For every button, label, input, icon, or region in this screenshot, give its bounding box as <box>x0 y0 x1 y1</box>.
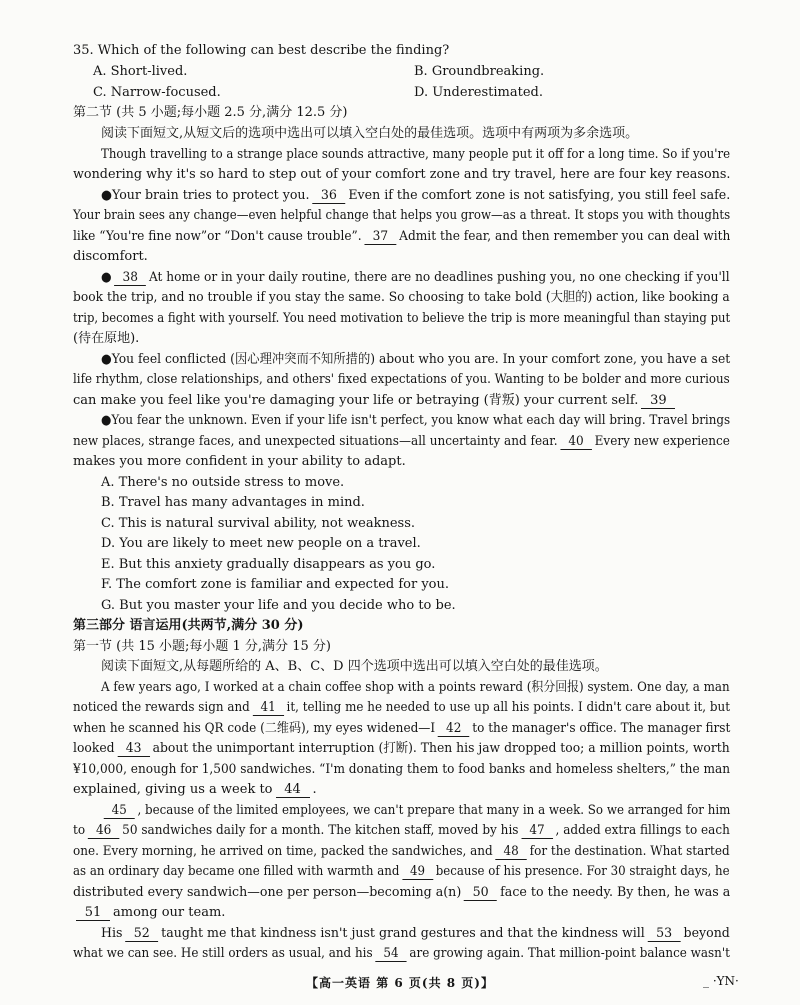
blank-47: 47 <box>521 824 553 839</box>
section2-option-c: C. This is natural survival ability, not weakness. <box>101 516 416 531</box>
passage-line: one. Every morning, he arrived on time, packed the sandwiches, and 48 for the destination. What started <box>73 844 730 859</box>
section2-instruction: 阅读下面短文,从短文后的选项中选出可以填入空白处的最佳选项。选项中有两项为多余选项。 <box>101 126 639 141</box>
passage-line: trip, becomes a fight with yourself. You need motivation to believe the trip is more meaningful than staying put <box>73 311 731 326</box>
blank-45: 45 <box>104 804 135 819</box>
q35-option-d: D. Underestimated. <box>414 85 543 100</box>
passage-line: makes you more confident in your ability to adapt. <box>73 454 406 469</box>
passage-line: ● 38 At home or in your daily routine, there are no deadlines pushing you, no one checking if you'll <box>101 270 730 285</box>
passage-line: explained, giving us a week to 44 . <box>73 782 317 797</box>
q35-option-c: C. Narrow-focused. <box>93 85 221 100</box>
q35-option-b: B. Groundbreaking. <box>414 64 545 79</box>
footer-code: _ ·YN· <box>703 974 739 988</box>
section2-option-d: D. You are likely to meet new people on a travel. <box>101 536 421 551</box>
blank-54: 54 <box>375 947 406 962</box>
passage-line: looked 43 about the unimportant interruption (打断). Then his jaw dropped too; a million points, worth <box>73 741 730 756</box>
blank-41: 41 <box>253 701 284 716</box>
passage-line: Your brain sees any change—even helpful change that helps you grow—as a threat. It stops you with thoughts <box>73 208 731 223</box>
blank-44: 44 <box>276 783 310 798</box>
blank-40: 40 <box>560 435 592 450</box>
passage-line: distributed every sandwich—one per person—becoming a(n) 50 face to the needy. By then, he was a <box>73 885 731 900</box>
passage-line: new places, strange faces, and unexpected situations—all uncertainty and fear. 40 Every new experience <box>73 434 730 449</box>
passage-line: what we can see. He still orders as usual, and his 54 are growing again. That million-point balance wasn't <box>73 946 730 961</box>
passage-line: (待在原地). <box>73 331 140 346</box>
blank-52: 52 <box>125 927 158 942</box>
section2-option-a: A. There's no outside stress to move. <box>101 475 345 490</box>
blank-51: 51 <box>76 906 110 921</box>
blank-48: 48 <box>495 845 526 860</box>
section2-option-f: F. The comfort zone is familiar and expected for you. <box>101 577 449 592</box>
passage-line: 51 among our team. <box>73 903 225 923</box>
passage-line: as an ordinary day became one filled with warmth and 49 because of his presence. For 30 straight days, he <box>73 864 730 879</box>
passage-line: to 46 50 sandwiches daily for a month. The kitchen staff, moved by his 47 , added extra fillings to each <box>73 823 730 838</box>
passage-line: ●You fear the unknown. Even if your life isn't perfect, you know what each day will bring. Travel brings <box>101 413 731 428</box>
section2-option-g: G. But you master your life and you decide who to be. <box>101 598 456 613</box>
blank-43: 43 <box>117 742 149 757</box>
part3-section1-heading: 第一节 (共 15 小题;每小题 1 分,满分 15 分) <box>73 639 331 654</box>
passage-line: A few years ago, I worked at a chain coffee shop with a points reward (积分回报) system. One day, a man <box>101 680 730 695</box>
blank-50: 50 <box>464 886 497 901</box>
blank-42: 42 <box>438 722 470 737</box>
section2-option-b: B. Travel has many advantages in mind. <box>101 495 365 510</box>
passage-line: wondering why it's so hard to step out of your comfort zone and try travel, here are four key reasons. <box>73 167 731 182</box>
passage-line: like “You're fine now”or “Don't cause trouble”. 37 Admit the fear, and then remember you can deal with <box>73 229 731 244</box>
passage-line: His 52 taught me that kindness isn't just grand gestures and that the kindness will 53 beyond <box>101 926 730 941</box>
passage-line: ¥10,000, enough for 1,500 sandwiches. “I'm donating them to food banks and homeless shelters,” the man <box>73 762 731 777</box>
blank-37: 37 <box>364 230 396 245</box>
passage-line: noticed the rewards sign and 41 it, telling me he needed to use up all his points. I didn't care about it, but <box>73 700 731 715</box>
blank-39: 39 <box>641 394 675 409</box>
q35-option-a: A. Short-lived. <box>93 64 188 79</box>
blank-53: 53 <box>648 927 681 942</box>
part3-instruction: 阅读下面短文,从每题所给的 A、B、C、D 四个选项中选出可以填入空白处的最佳选项。 <box>101 659 608 674</box>
passage-line: can make you feel like you're damaging your life or betraying (背叛) your current self. 39 <box>73 391 678 411</box>
passage-line: life rhythm, close relationships, and others' fixed expectations of you. Wanting to be bolder and more curious <box>73 372 730 387</box>
passage-line: when he scanned his QR code (二维码), my eyes widened—I 42 to the manager's office. The manager first <box>73 721 731 736</box>
blank-38: 38 <box>114 271 146 286</box>
blank-46: 46 <box>88 824 120 839</box>
section2-option-e: E. But this anxiety gradually disappears as you go. <box>101 557 436 572</box>
passage-line: ●You feel conflicted (因心理冲突而不知所措的) about who you are. In your comfort zone, you have a set <box>101 352 731 367</box>
blank-49: 49 <box>402 865 433 880</box>
part3-heading: 第三部分 语言运用(共两节,满分 30 分) <box>73 618 304 633</box>
passage-line: book the trip, and no trouble if you stay the same. So choosing to take bold (大胆的) action, like booking a <box>73 290 730 305</box>
passage-line: 45 , because of the limited employees, we can't prepare that many in a week. So we arranged for him <box>101 801 730 821</box>
passage-line: discomfort. <box>73 249 148 264</box>
section2-heading: 第二节 (共 5 小题;每小题 2.5 分,满分 12.5 分) <box>73 105 348 120</box>
passage-line: Though travelling to a strange place sounds attractive, many people put it off for a long time. So if you're <box>101 147 731 162</box>
page-footer: 【高一英语 第 6 页(共 8 页)】 <box>306 976 494 990</box>
blank-36: 36 <box>312 189 345 204</box>
passage-line: ●Your brain tries to protect you. 36 Even if the comfort zone is not satisfying, you still feel safe. <box>101 188 731 203</box>
q35-stem: 35. Which of the following can best describe the finding? <box>73 43 450 58</box>
